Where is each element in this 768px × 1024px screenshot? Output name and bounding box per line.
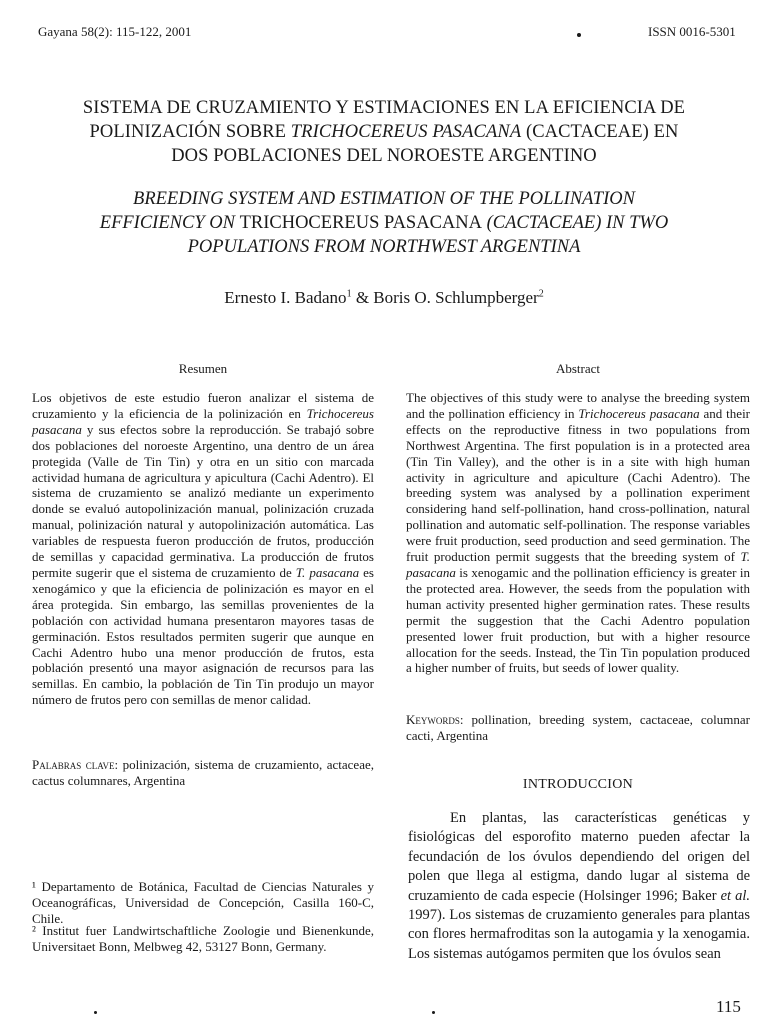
title-english xyxy=(20,187,748,259)
title-es-line3: DOS POBLACIONES DEL NOROESTE ARGENTINO xyxy=(171,146,597,166)
abstract-heading: Abstract xyxy=(555,361,601,376)
resumen-text: Los objetivos de este estudio fueron analizar el sistema de cruzamiento y la eficiencia de la polinización en Trichocereus pasacana y sus efectos sobre la reproducción. Se trabajó sobre dos poblaciones del noroeste Argentino, una dentro de un área protegida (Valle de Tin Tin) y otra en un sitio con marcada actividad humana de agricultura y apicultura (Cachi Adentro). El sistema de cruzamiento se analizó mediante un experimento donde se evaluó autopolinización manual, polinización cruzada manual, polinización natural y autopolinización automática. Las variables de respuesta fueron producción de frutos, producción de semillas y capacidad germinativa. La producción de frutos permite sugerir que el sistema de cruzamiento de T. pasacana es xenogámico y que la eficiencia de polinización es mayor en el área protegida. Sin embargo, las semillas provenientes de la población con actividad humana presentaron mayores tasas de germinación. Estos resultados permiten sugerir que aunque en Cachi Adentro hubo una menor producción de frutos, esta población presentó una mayor asignación de recursos para las semillas. En cambio, la población de Tin Tin produjo un mayor número de frutos pero con semillas de menor calidad. xyxy=(32,390,374,708)
abstract-text: The objectives of this study were to analyse the breeding system and the pollination efficiency in Trichocereus pasacana and their effects on the reproductive fitness in two populations from Northwest Argentina. The first population is in a protected area (Tin Tin Valley), and the other is in a site with high human activity in agriculture and apiculture (Cachi Adentro). The breeding system was analysed by a pollination experiment considering hand self-pollination, hand cross-pollination, natural pollination and automatic self-pollination. The response variables were fruit production, seed production and seed germination. The fruit production permit suggests that the breeding system of T. pasacana is xenogamic and the pollination efficiency is greater in the protected area. However, the seeds from the population with human activity presented higher germination rates. These results permit the suggestion that the Cachi Adentro population presented lower fruit production, but with a higher resource allocation for the seeds. Instead, the Tin Tin population produced a higher number of fruits, but seeds of lower quality. xyxy=(406,390,751,676)
title-es-line1: SISTEMA DE CRUZAMIENTO Y ESTIMACIONES EN LA EFICIENCIA DE xyxy=(82,98,686,118)
title-es-line2: POLINIZACIÓN SOBRE TRICHOCEREUS PASACANA (CACTACEAE) EN xyxy=(89,122,679,142)
title-en-line1: BREEDING SYSTEM AND ESTIMATION OF THE POLLINATION xyxy=(133,189,635,209)
resumen-heading: Resumen xyxy=(178,361,228,376)
page-number: 115 xyxy=(716,997,741,1016)
issn: ISSN 0016-5301 xyxy=(648,24,736,39)
footer-dot-right xyxy=(432,1011,435,1014)
title-en-line3: POPULATIONS FROM NORTHWEST ARGENTINA xyxy=(187,237,581,257)
header-dot xyxy=(577,33,581,37)
intro-text: En plantas, las características genéticas y fisiológicas del esporofito materno pueden afectar la fecundación de los óvulos dependiendo del origen del polen que llega al estigma, dando lugar al sistema de cruzamiento de cada especie (Holsinger 1996; Baker et al. 1997). Los sistemas de cruzamiento generales para plantas con flores hermafroditas son la autogamia y la xenogamia. Los sistemas autógamos permiten que los óvulos sean xyxy=(408,810,750,962)
footnote-2: ² Institut fuer Landwirtschaftliche Zoologie und Bienenkunde, Universitaet Bonn, Melbweg 42, 53127 Bonn, Germany. xyxy=(32,923,374,954)
author-2: Boris O. Schlumpberger xyxy=(373,288,539,307)
title-spanish xyxy=(20,96,748,168)
palabras-clave: Palabras clave: polinización, sistema de cruzamiento, actaceae, cactus columnares, Argentina xyxy=(32,757,374,788)
journal-citation: Gayana 58(2): 115-122, 2001 xyxy=(38,24,192,39)
keywords: Keywords: pollination, breeding system, cactaceae, columnar cacti, Argentina xyxy=(406,712,750,743)
intro-heading: INTRODUCCION xyxy=(522,777,634,792)
author-1: Ernesto I. Badano xyxy=(224,288,347,307)
authors: Ernesto I. Badano$^1$ & Boris O. Schlumpberger$^2$ xyxy=(224,288,544,307)
footnote-1: ¹ Departamento de Botánica, Facultad de Ciencias Naturales y Oceanográficas, Universidad de Concepción, Casilla 160-C, Chile. xyxy=(32,879,374,926)
footer-dot-left xyxy=(94,1011,97,1014)
title-en-line2: EFFICIENCY ON TRICHOCEREUS PASACANA (CACTACEAE) IN TWO xyxy=(99,213,669,233)
